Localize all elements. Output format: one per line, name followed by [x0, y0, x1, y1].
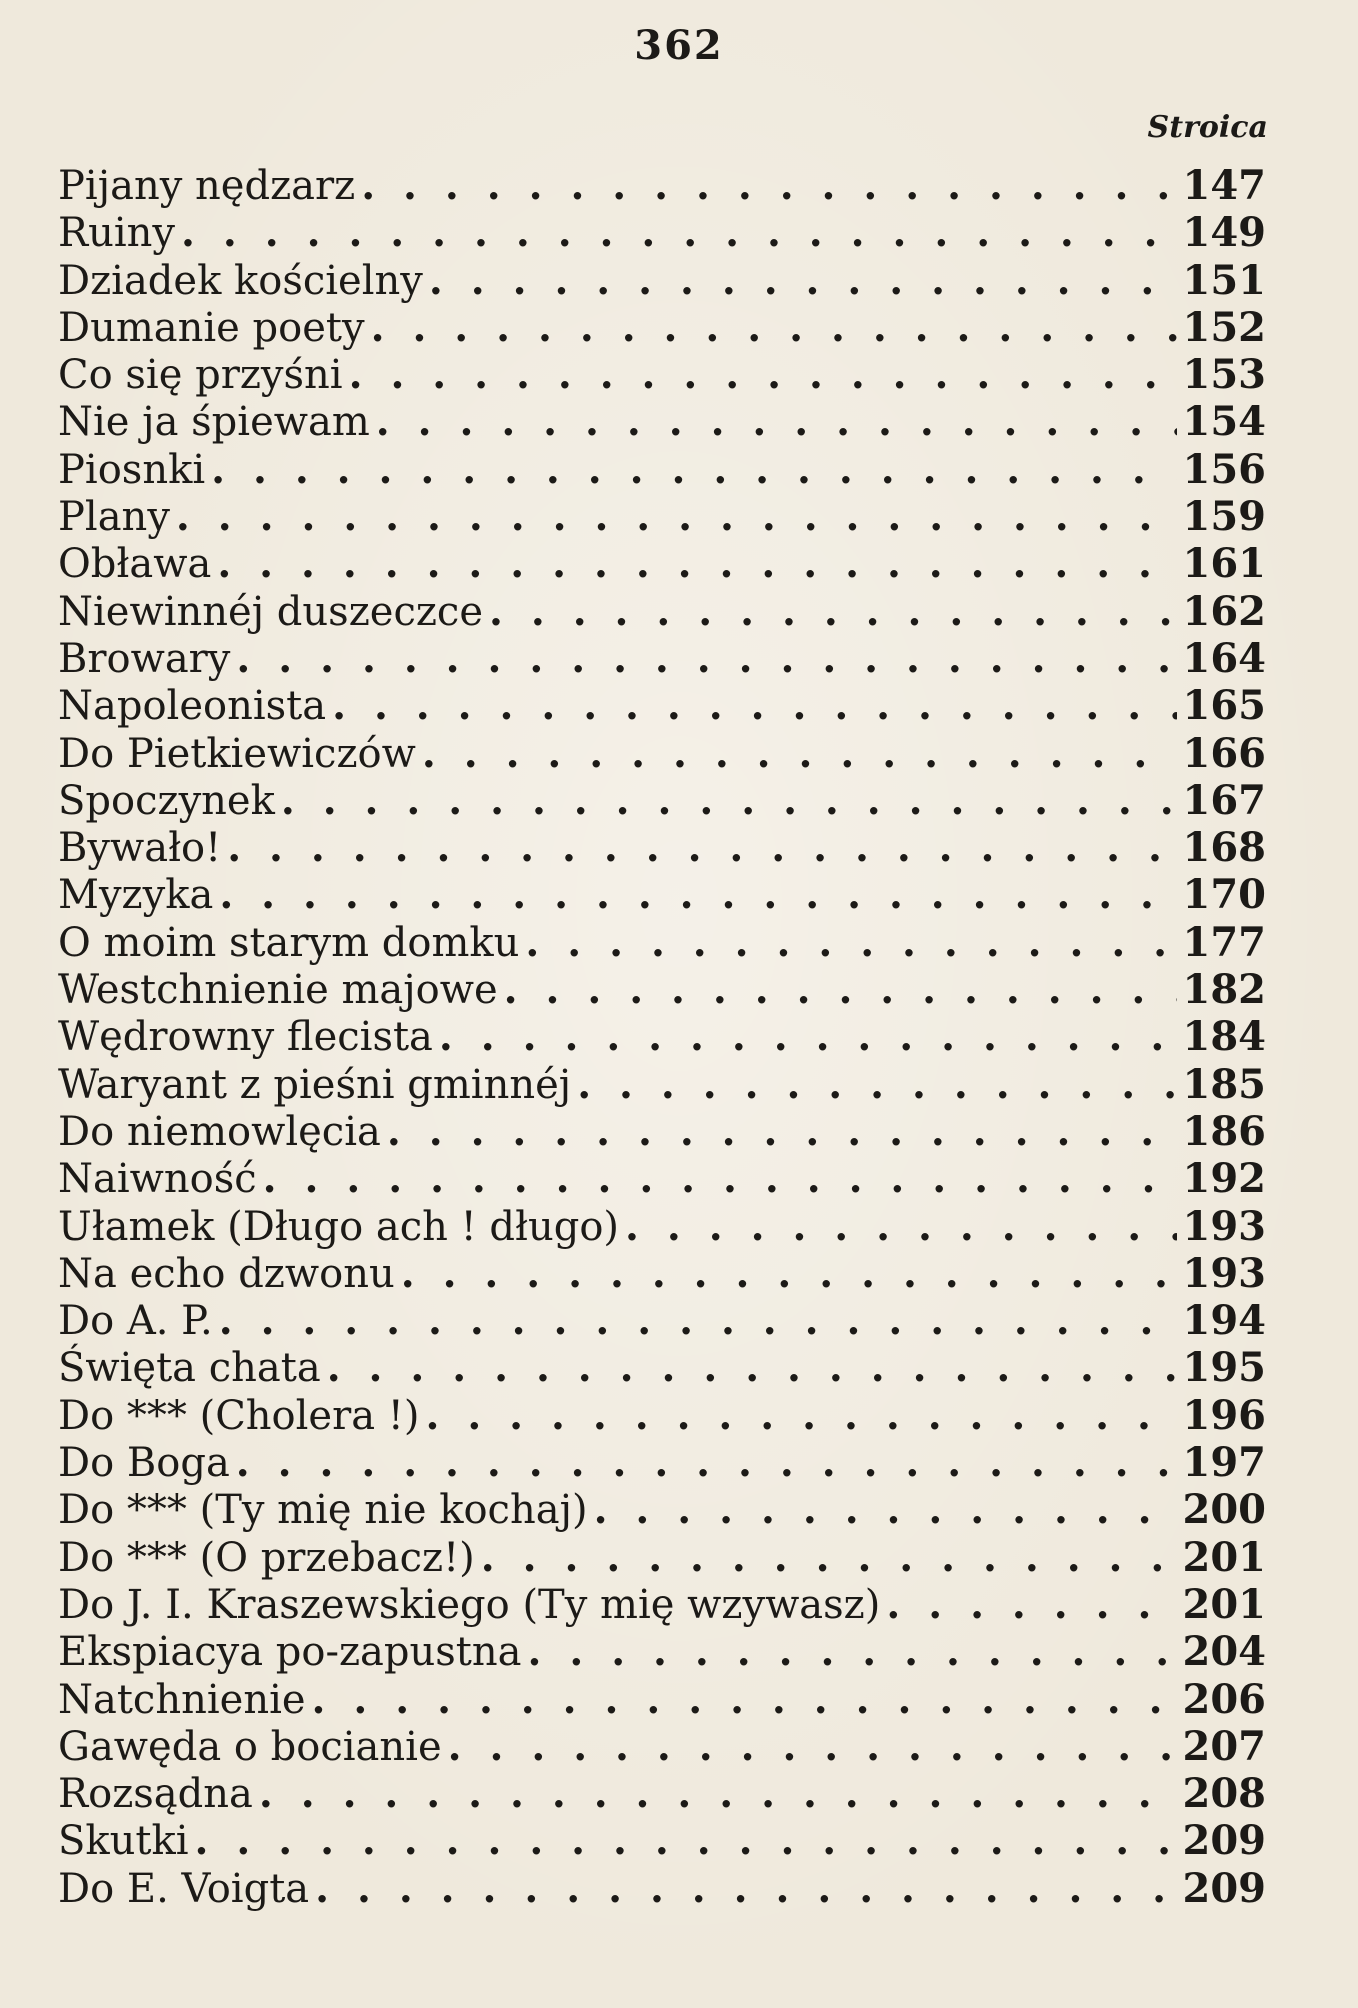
toc-dot-leader: [349, 351, 1177, 398]
toc-dot-leader: [236, 1439, 1177, 1486]
toc-dot-leader: [219, 1297, 1177, 1344]
toc-entry-page: 192: [1182, 1155, 1266, 1203]
toc-entry-page: 184: [1182, 1013, 1266, 1061]
toc-entry-page: 195: [1182, 1344, 1266, 1392]
toc-dot-leader: [504, 966, 1177, 1013]
toc-entry: [58, 304, 1266, 351]
toc-dot-leader: [181, 209, 1176, 256]
toc-entry-title: Piosnki: [58, 446, 206, 493]
toc-entry-title: Nie ja śpiewam: [58, 399, 370, 446]
toc-entry-page: 165: [1182, 682, 1266, 730]
toc-entry-title: Do E. Voigta: [58, 1865, 310, 1912]
toc-entry-title: Co się przyśni: [58, 352, 343, 399]
toc-entry: [58, 398, 1266, 445]
toc-entry: [58, 1392, 1266, 1439]
toc-entry: [58, 351, 1266, 398]
toc-entry-title: Spoczynek: [58, 777, 275, 824]
toc-entry-page: 166: [1182, 729, 1266, 777]
toc-entry-page: 168: [1182, 824, 1266, 872]
toc-entry: [58, 1676, 1266, 1723]
toc-entry: [58, 1108, 1266, 1155]
toc-dot-leader: [401, 1250, 1177, 1297]
toc-entry-title: Myzyka: [58, 872, 214, 919]
toc-dot-leader: [481, 1534, 1177, 1581]
toc-entry: [58, 1250, 1266, 1297]
toc-entry-title: Do A. P.: [58, 1298, 213, 1345]
toc-entry: [58, 1628, 1266, 1675]
toc-entry-page: 186: [1182, 1107, 1266, 1155]
toc-entry: [58, 1865, 1266, 1912]
toc-entry-page: 151: [1182, 256, 1266, 304]
toc-entry: [58, 730, 1266, 777]
toc-entry: [58, 635, 1266, 682]
toc-entry-title: Naiwność: [58, 1156, 257, 1203]
toc-dot-leader: [594, 1486, 1177, 1533]
toc-entry-title: Wędrowny flecista: [58, 1014, 433, 1061]
toc-dot-leader: [236, 635, 1176, 682]
toc-dot-leader: [425, 1392, 1176, 1439]
toc-entry-title: Waryant z pieśni gminnéj: [58, 1061, 572, 1108]
toc-entry-title: Browary: [58, 635, 231, 682]
toc-entry-page: 170: [1182, 871, 1266, 919]
toc-entry: [58, 1344, 1266, 1391]
toc-entry-title: Ułamek (Długo ach ! długo): [58, 1203, 620, 1250]
toc-entry: [58, 1155, 1266, 1202]
toc-entry: [58, 1439, 1266, 1486]
toc-dot-leader: [332, 682, 1176, 729]
toc-entry-page: 193: [1182, 1202, 1266, 1250]
toc-entry: [58, 682, 1266, 729]
toc-dot-leader: [227, 824, 1176, 871]
toc-dot-leader: [527, 1628, 1176, 1675]
toc-entry: [58, 209, 1266, 256]
toc-entry: [58, 257, 1266, 304]
toc-entry: [58, 966, 1266, 1013]
toc-dot-leader: [327, 1344, 1177, 1391]
toc-entry: [58, 446, 1266, 493]
toc-entry-page: 208: [1182, 1770, 1266, 1818]
toc-entry-title: Dziadek kościelny: [58, 257, 423, 304]
toc-dot-leader: [489, 588, 1177, 635]
toc-entry-title: Ruiny: [58, 210, 176, 257]
toc-entry-page: 177: [1182, 918, 1266, 966]
column-header: Stroica: [1147, 110, 1268, 145]
toc-dot-leader: [525, 919, 1176, 966]
toc-entry-page: 201: [1182, 1533, 1266, 1581]
toc-entry-page: 154: [1182, 398, 1266, 446]
toc-dot-leader: [211, 446, 1176, 493]
toc-entry-title: Dumanie poety: [58, 304, 365, 351]
toc-entry-page: 147: [1182, 162, 1266, 209]
toc-entry-title: Plany: [58, 494, 170, 541]
toc-entry-title: Obława: [58, 541, 212, 588]
toc-entry-page: 182: [1182, 966, 1266, 1014]
toc-entry-page: 161: [1182, 540, 1266, 588]
toc-dot-leader: [219, 871, 1176, 918]
toc-entry-page: 194: [1182, 1297, 1266, 1345]
toc-entry-page: 200: [1182, 1486, 1266, 1534]
toc-entry-title: Do *** (O przebacz!): [58, 1534, 475, 1581]
toc-entry-title: Pijany nędzarz: [58, 163, 356, 209]
toc-entry-page: 152: [1182, 303, 1266, 351]
toc-entry-title: Bywało!: [58, 825, 222, 872]
toc-dot-leader: [376, 398, 1177, 445]
toc-entry: [58, 1817, 1266, 1864]
toc-entry: [58, 1534, 1266, 1581]
toc-dot-leader: [886, 1581, 1176, 1628]
toc-dot-leader: [195, 1817, 1177, 1864]
toc-entry-page: 185: [1182, 1060, 1266, 1108]
toc-entry-title: Do *** (Cholera !): [58, 1392, 420, 1439]
toc-entry: [58, 1723, 1266, 1770]
toc-entry-page: 209: [1182, 1817, 1266, 1865]
toc-dot-leader: [429, 257, 1177, 304]
toc-entry-title: Na echo dzwonu: [58, 1250, 395, 1297]
toc-entry-title: Westchnienie majowe: [58, 967, 498, 1014]
toc-entry-title: Skutki: [58, 1818, 189, 1865]
toc-entry-page: 204: [1182, 1628, 1266, 1676]
toc-entry-page: 159: [1182, 493, 1266, 541]
toc-entry-page: 197: [1182, 1439, 1266, 1487]
toc-entry: [58, 1203, 1266, 1250]
toc-dot-leader: [281, 777, 1177, 824]
toc-entry-title: Święta chata: [58, 1345, 321, 1392]
toc-entry-page: 149: [1182, 209, 1266, 257]
toc-dot-leader: [577, 1061, 1176, 1108]
toc-entry: [58, 777, 1266, 824]
toc-entry: [58, 1770, 1266, 1817]
toc-entry-title: Do J. I. Kraszewskiego (Ty mię wzywasz): [58, 1581, 881, 1628]
toc-entry-title: O moim starym domku: [58, 919, 520, 966]
toc-entry: [58, 162, 1266, 209]
toc-entry-title: Do niemowlęcia: [58, 1108, 381, 1155]
toc-dot-leader: [315, 1865, 1176, 1912]
toc-entry-title: Do *** (Ty mię nie kochaj): [58, 1487, 588, 1534]
toc-entry-page: 206: [1182, 1675, 1266, 1723]
toc-entry: [58, 1581, 1266, 1628]
toc-entry-page: 153: [1182, 351, 1266, 399]
toc-dot-leader: [387, 1108, 1177, 1155]
toc-entry-title: Ekspiacya po-zapustna: [58, 1629, 522, 1676]
toc-entry-title: Rozsądna: [58, 1771, 253, 1818]
toc-entry: [58, 540, 1266, 587]
toc-entry: [58, 1486, 1266, 1533]
toc-dot-leader: [263, 1155, 1177, 1202]
toc-entry-page: 156: [1182, 445, 1266, 493]
toc-entry-page: 193: [1182, 1249, 1266, 1297]
toc-entry-page: 162: [1182, 587, 1266, 635]
toc-entry: [58, 919, 1266, 966]
toc-entry-title: Do Pietkiewiczów: [58, 730, 416, 777]
toc-dot-leader: [422, 730, 1177, 777]
toc-entry-page: 201: [1182, 1580, 1266, 1628]
toc-dot-leader: [448, 1723, 1177, 1770]
toc-entry-page: 164: [1182, 634, 1266, 682]
toc-entry-title: Niewinnéj duszeczce: [58, 588, 483, 635]
toc-entry-page: 196: [1182, 1391, 1266, 1439]
toc-entry: [58, 824, 1266, 871]
toc-entry-title: Napoleonista: [58, 683, 327, 730]
toc-dot-leader: [217, 540, 1176, 587]
toc-entry-page: 209: [1182, 1864, 1266, 1912]
toc-entry-page: 207: [1182, 1722, 1266, 1770]
toc-dot-leader: [312, 1676, 1177, 1723]
toc-dot-leader: [439, 1013, 1177, 1060]
toc-dot-leader: [176, 493, 1177, 540]
toc-entry-title: Natchnienie: [58, 1676, 306, 1723]
toc-entry: [58, 493, 1266, 540]
toc-entry-title: Do Boga: [58, 1440, 230, 1487]
toc-entry: [58, 1297, 1266, 1344]
toc-dot-leader: [259, 1770, 1177, 1817]
toc-entry: [58, 871, 1266, 918]
table-of-contents: [58, 162, 1266, 1912]
toc-entry: [58, 1061, 1266, 1108]
toc-dot-leader: [371, 304, 1177, 351]
toc-entry: [58, 1013, 1266, 1060]
toc-dot-leader: [361, 162, 1176, 209]
toc-entry: [58, 588, 1266, 635]
toc-entry-title: Gawęda o bocianie: [58, 1723, 442, 1770]
toc-dot-leader: [625, 1203, 1176, 1250]
toc-entry-page: 167: [1182, 776, 1266, 824]
page-number: 362: [634, 22, 724, 69]
